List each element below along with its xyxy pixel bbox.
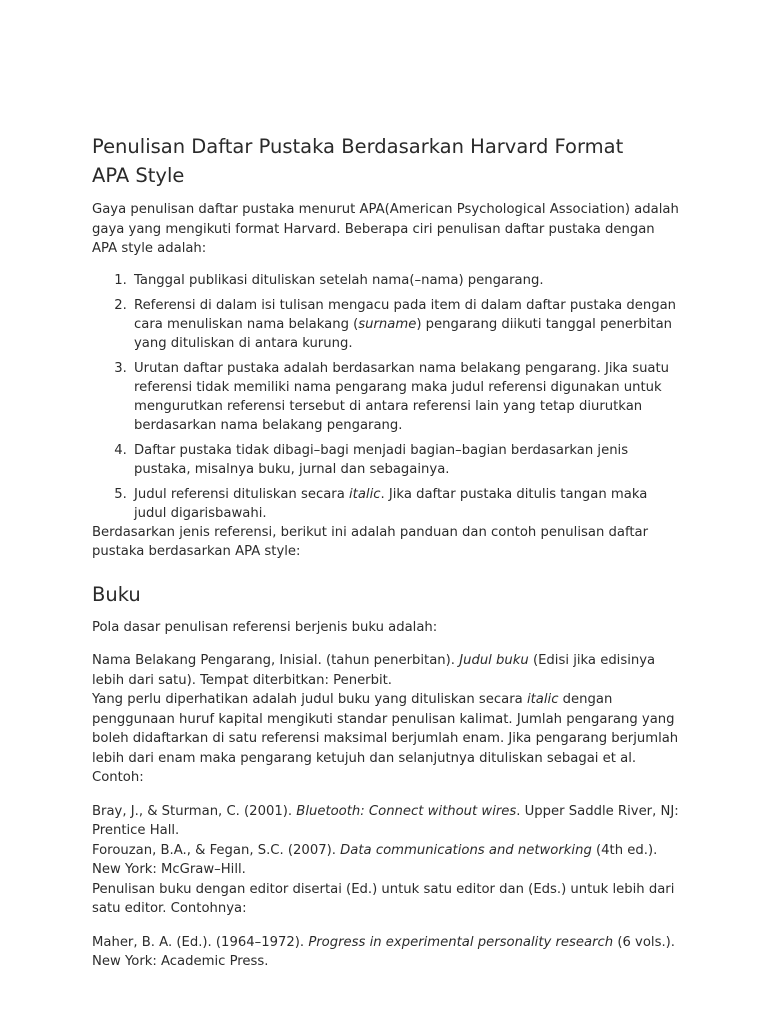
book-title: Data communications and networking bbox=[340, 842, 592, 858]
italic-term: surname bbox=[358, 316, 417, 332]
pola-paragraph: Pola dasar penulisan referensi berjenis buku adalah: bbox=[92, 619, 438, 635]
example-reference: Maher, B. A. (Ed.). (1964–1972). Progress in experimental personality research (6 vols.). New York: Academic Press. bbox=[92, 934, 675, 969]
page-title bbox=[92, 132, 682, 190]
book-title: Bluetooth: Connect without wires bbox=[296, 803, 517, 819]
editor-note-paragraph: Penulisan buku dengan editor disertai (Ed.) untuk satu editor dan (Eds.) untuk lebih dari satu editor. Contohnya: bbox=[92, 881, 675, 916]
list-item: 5. Judul referensi dituliskan secara italic. Jika daftar pustaka ditulis tangan maka judul digarisbawahi. bbox=[131, 485, 682, 523]
book-title: Progress in experimental personality research bbox=[308, 934, 614, 950]
italic-term: Judul buku bbox=[459, 653, 529, 668]
format-paragraph: Nama Belakang Pengarang, Inisial. (tahun penerbitan). Judul buku (Edisi jika edisinya lebih dari satu). Tempat diterbitkan: Penerbit. bbox=[92, 653, 656, 688]
example-reference: Forouzan, B.A., & Fegan, S.C. (2007). Data communications and networking (4th ed.). New York: McGraw–Hill. bbox=[92, 842, 658, 877]
list-item: 4. Daftar pustaka tidak dibagi–bagi menjadi bagian–bagian berdasarkan jenis pustaka, misalnya buku, jurnal dan sebagainya. bbox=[131, 441, 682, 479]
list-item: 1. Tanggal publikasi dituliskan setelah nama(–nama) pengarang. bbox=[131, 271, 682, 290]
list-item: 2. Referensi di dalam isi tulisan mengacu pada item di dalam daftar pustaka dengan cara menuliskan nama belakang (surname) pengarang diikuti tanggal penerbitan yang dituliskan di antara kurung. bbox=[131, 296, 682, 353]
list-item: 3. Urutan daftar pustaka adalah berdasarkan nama belakang pengarang. Jika suatu referensi tidak memiliki nama pengarang maka judul referensi digunakan untuk mengurutkan referensi tersebut di antara referensi lain yang tetap diurutkan berdasarkan nama belakang pengarang. bbox=[131, 359, 682, 435]
note-paragraph: Yang perlu diperhatikan adalah judul buku yang dituliskan secara italic dengan penggunaan huruf kapital mengikuti standar penulisan kalimat. Jumlah pengarang yang boleh didaftarkan di satu referensi maksimal berjumlah enam. Jika pengarang berjumlah lebih dari enam maka pengarang ketujuh dan selanjutnya dituliskan sebagai et al. bbox=[92, 692, 679, 766]
intro-paragraph: Gaya penulisan daftar pustaka menurut APA(American Psychological Association) adalah gaya yang mengikuti format Harvard. Beberapa ciri penulisan daftar pustaka dengan APA style adalah: bbox=[92, 202, 679, 256]
apa-characteristics-list bbox=[92, 271, 682, 523]
contoh-label: Contoh: bbox=[92, 770, 144, 785]
article-body bbox=[92, 132, 682, 972]
italic-term: italic bbox=[526, 692, 559, 707]
example-reference: Bray, J., & Sturman, C. (2001). Bluetooth: Connect without wires. Upper Saddle River, NJ: Prentice Hall. bbox=[92, 803, 679, 838]
title-line-2: APA Style bbox=[92, 164, 185, 187]
italic-term: italic bbox=[348, 486, 381, 502]
after-list-paragraph: Berdasarkan jenis referensi, berikut ini adalah panduan dan contoh penulisan daftar pustaka berdasarkan APA style: bbox=[92, 524, 649, 559]
title-line-1: Penulisan Daftar Pustaka Berdasarkan Harvard Format bbox=[92, 135, 624, 158]
section-heading-buku: Buku bbox=[92, 582, 141, 606]
